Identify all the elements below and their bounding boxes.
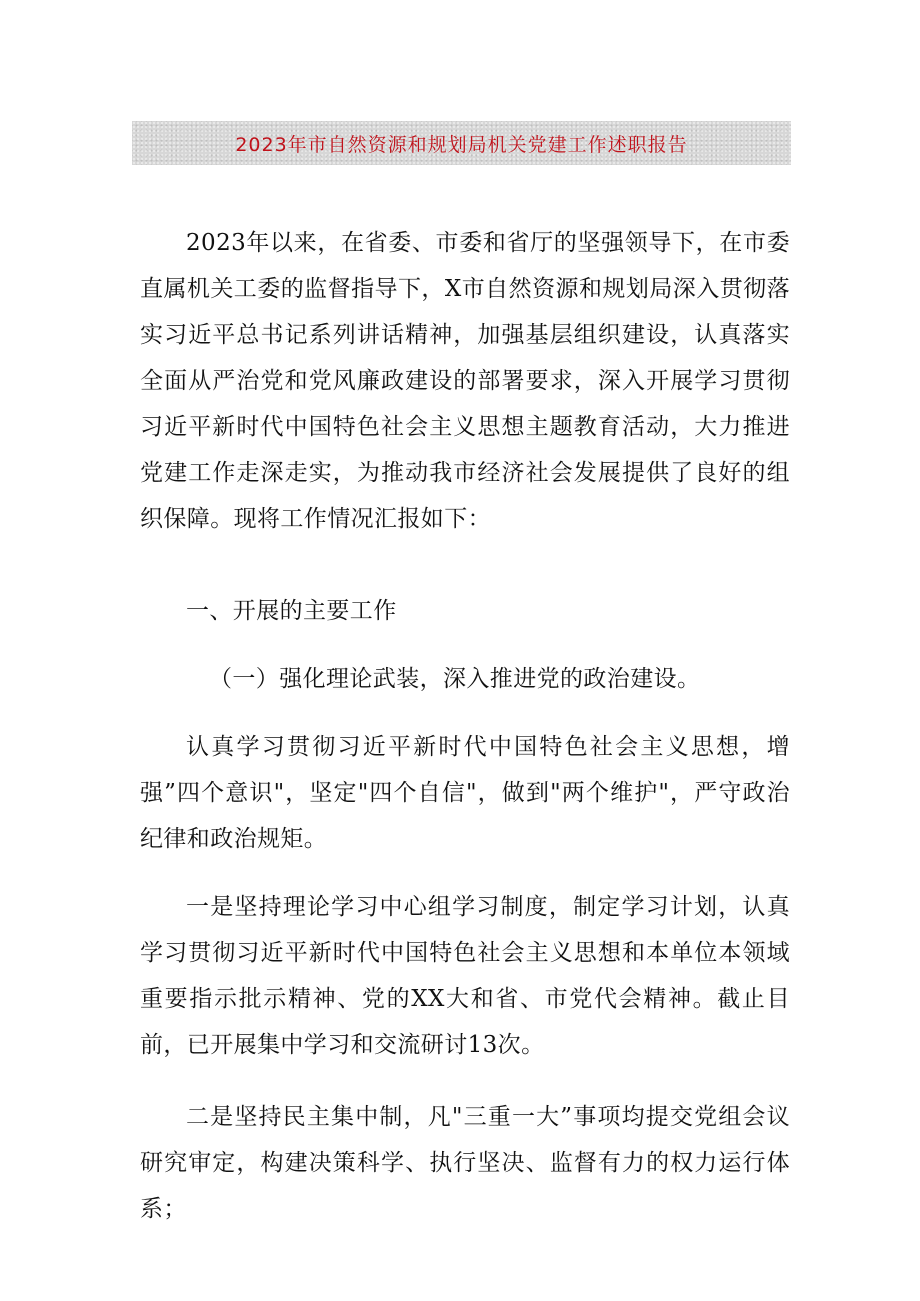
paragraph-theory-study: 一是坚持理论学习中心组学习制度，制定学习计划，认真学习贯彻习近平新时代中国特色社会主义思想和本单位本领域重要指示批示精神、党的XX大和省、市党代会精神。截止目前，已开展集中学习和交流研讨13次。 <box>140 894 790 1058</box>
intro-paragraph: 2023年以来，在省委、市委和省厅的坚强领导下，在市委直属机关工委的监督指导下，X市自然资源和规划局深入贯彻落实习近平总书记系列讲话精神，加强基层组织建设，认真落实全面从严治党和党风廉政建设的部署要求，深入开展学习贯彻习近平新时代中国特色社会主义思想主题教育活动，大力推进党建工作走深走实，为推动我市经济社会发展提供了良好的组织保障。现将工作情况汇报如下： <box>140 230 790 532</box>
document-title: 2023年市自然资源和规划局机关党建工作述职报告 <box>235 133 688 156</box>
title-banner <box>132 121 791 165</box>
subsection-heading: （一）强化理论武装，深入推进党的政治建设。 <box>209 666 701 692</box>
section-heading: 一、开展的主要工作 <box>186 598 397 624</box>
paragraph-democratic-centralism: 二是坚持民主集中制，凡"三重一大”事项均提交党组会议研究审定，构建决策科学、执行坚决、监督有力的权力运行体系； <box>140 1104 790 1222</box>
paragraph-political-study: 认真学习贯彻习近平新时代中国特色社会主义思想，增强”四个意识"，坚定"四个自信"，做到"两个维护"，严守政治纪律和政治规矩。 <box>140 734 790 852</box>
